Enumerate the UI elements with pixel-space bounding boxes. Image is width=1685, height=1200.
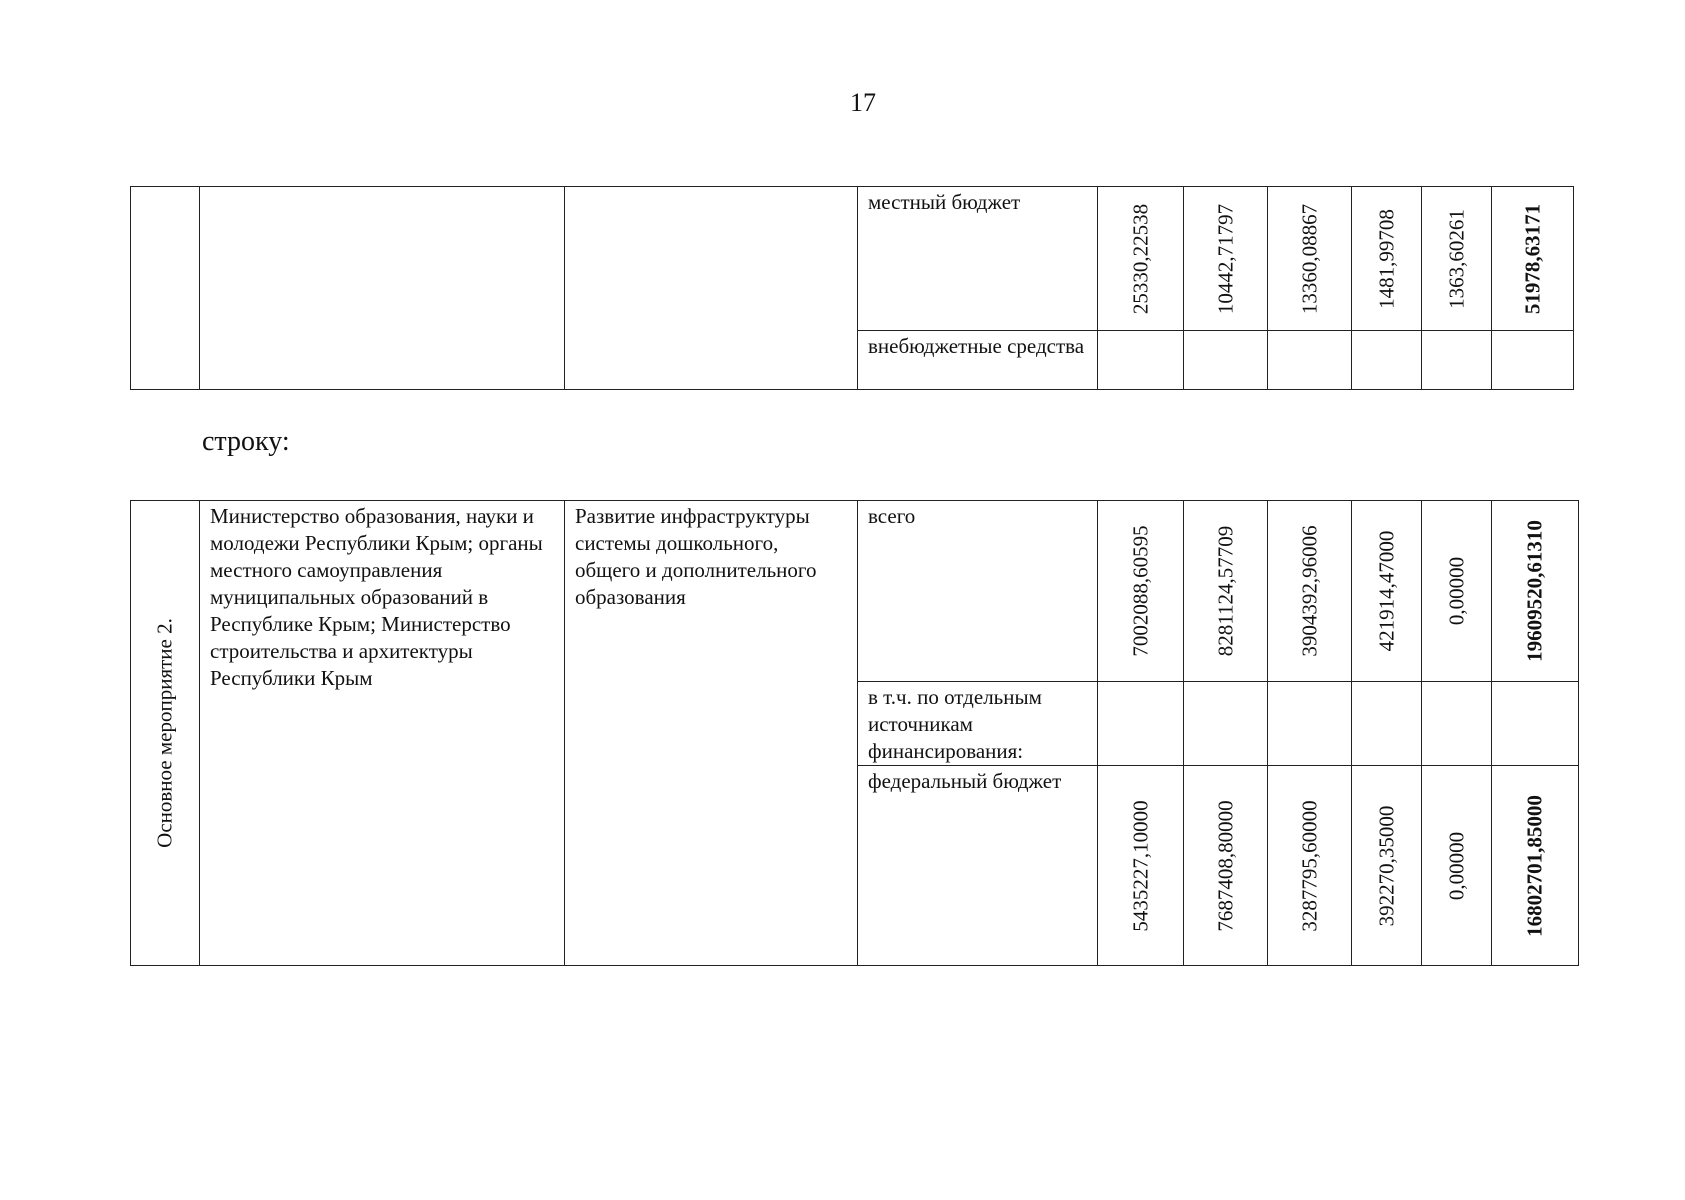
value-cell [1268,501,1352,682]
value-cell [1352,682,1422,766]
value-cell [1268,766,1352,966]
total-text: 19609520,61310 [1522,520,1547,662]
value-cell [1422,682,1492,766]
financing-table-continued [130,186,1574,390]
value-text: 1363,60261 [1444,208,1468,309]
value-text: 0,00000 [1444,831,1468,900]
value-cell [1268,331,1352,390]
caption-text: строку: [202,426,290,457]
value-cell [1098,331,1184,390]
value-cell [1422,766,1492,966]
total-cell [1492,501,1579,682]
value-text: 7687408,80000 [1213,799,1237,932]
total-cell [1492,766,1579,966]
funding-source-cell: федеральный бюджет [858,766,1098,966]
value-cell [1422,331,1492,390]
value-cell [1098,187,1184,331]
value-cell [1098,501,1184,682]
table-row [131,501,1579,682]
value-text: 0,00000 [1444,556,1468,626]
value-text: 7002088,60595 [1128,525,1152,657]
executors-cell: Министерство образования, науки и молодежи Республики Крым; органы местного самоуправления муниципальных образований в Республике Крым; Министерство строительства и архитектуры Республики Крым [200,501,565,966]
value-cell [1352,187,1422,331]
total-cell [1492,682,1579,766]
value-cell [1422,187,1492,331]
value-text: 421914,47000 [1374,530,1398,652]
value-text: 25330,22538 [1128,203,1152,314]
total-text: 51978,63171 [1520,203,1544,314]
value-text: 3287795,60000 [1297,799,1321,932]
value-cell [1352,766,1422,966]
value-cell [1422,501,1492,682]
value-text: 10442,71797 [1213,203,1237,314]
page-number: 17 [850,88,876,117]
total-cell [1492,187,1574,331]
value-cell [1184,331,1268,390]
value-text: 8281124,57709 [1213,525,1237,657]
financing-table-new [130,500,1579,966]
value-cell [1184,501,1268,682]
value-text: 392270,35000 [1374,805,1398,926]
value-cell [1098,766,1184,966]
measure-cell [131,501,200,966]
measure-cell-empty [131,187,200,390]
value-text: 13360,08867 [1297,203,1321,314]
value-cell [1184,187,1268,331]
value-cell [1268,682,1352,766]
table-row [131,187,1574,331]
funding-source-cell: всего [858,501,1098,682]
value-cell [1352,501,1422,682]
value-cell [1184,682,1268,766]
funding-source-cell: местный бюджет [858,187,1098,331]
value-text: 3904392,96006 [1297,525,1321,657]
total-text: 16802701,85000 [1522,794,1547,937]
value-text: 5435227,10000 [1128,799,1152,932]
value-cell [1268,187,1352,331]
value-text: 1481,99708 [1374,208,1398,309]
funding-source-cell: внебюджетные средства [858,331,1098,390]
value-cell [1098,682,1184,766]
name-cell: Развитие инфраструктуры системы дошкольного, общего и дополнительного образования [565,501,858,966]
value-cell [1184,766,1268,966]
total-cell [1492,331,1574,390]
executors-cell-empty [200,187,565,390]
measure-text: Основное мероприятие 2. [152,618,177,848]
name-cell-empty [565,187,858,390]
funding-source-cell: в т.ч. по отдельным источникам финансирования: [858,682,1098,766]
value-cell [1352,331,1422,390]
